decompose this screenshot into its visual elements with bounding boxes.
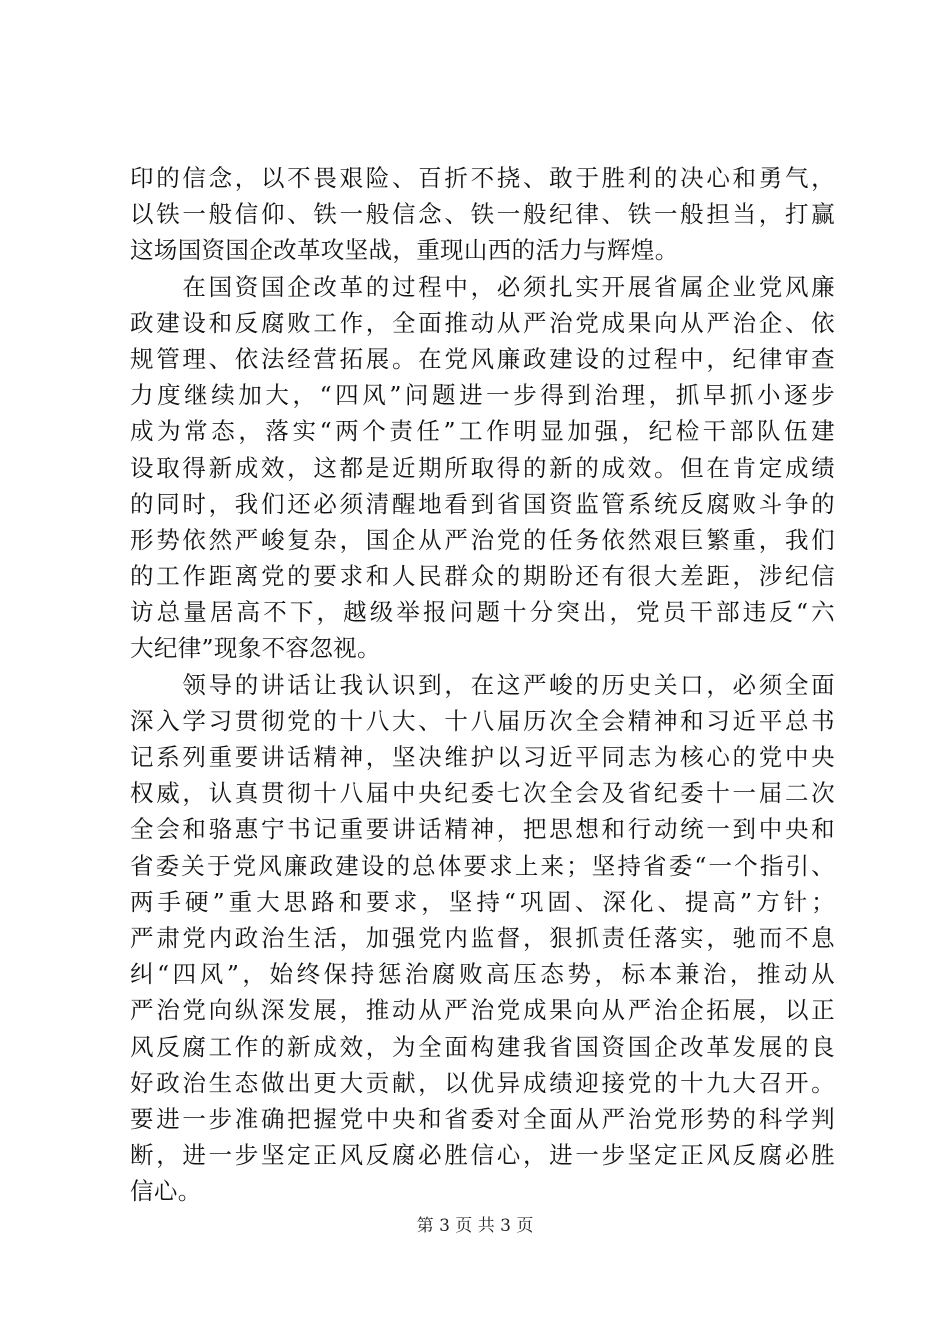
text-line: 的工作距离党的要求和人民群众的期盼还有很大差距，涉纪信 <box>130 562 835 591</box>
text-line: 的同时，我们还必须清醒地看到省国资监管系统反腐败斗争的 <box>130 489 835 518</box>
text-line: 规管理、依法经营拓展。在党风廉政建设的过程中，纪律审查 <box>130 344 835 373</box>
text-line: 纠“四风”，始终保持惩治腐败高压态势，标本兼治，推动从 <box>130 960 835 989</box>
text-line: 断，进一步坚定正风反腐必胜信心，进一步坚定正风反腐必胜 <box>130 1141 835 1170</box>
text-line: 严治党向纵深发展，推动从严治党成果向从严治企拓展，以正 <box>130 996 835 1025</box>
text-line: 设取得新成效，这都是近期所取得的新的成效。但在肯定成绩 <box>130 453 835 482</box>
text-line: 印的信念，以不畏艰险、百折不挠、敢于胜利的决心和勇气， <box>130 164 835 192</box>
text-line: 严肃党内政治生活，加强党内监督，狠抓责任落实，驰而不息 <box>130 923 835 952</box>
text-line: 在国资国企改革的过程中，必须扎实开展省属企业党风廉 <box>130 272 835 301</box>
text-line: 要进一步准确把握党中央和省委对全面从严治党形势的科学判 <box>130 1104 835 1133</box>
text-line: 深入学习贯彻党的十八大、十八届历次全会精神和习近平总书 <box>130 706 835 735</box>
text-line: 大纪律”现象不容忽视。 <box>130 634 381 663</box>
text-line: 成为常态，落实“两个责任”工作明显加强，纪检干部队伍建 <box>130 417 835 446</box>
text-line: 形势依然严峻复杂，国企从严治党的任务依然艰巨繁重，我们 <box>130 525 835 554</box>
text-line: 以铁一般信仰、铁一般信念、铁一般纪律、铁一般担当，打赢 <box>130 200 835 229</box>
text-line: 风反腐工作的新成效，为全面构建我省国资国企改革发展的良 <box>130 1032 835 1061</box>
text-line: 权威，认真贯彻十八届中央纪委七次全会及省纪委十一届二次 <box>130 779 835 808</box>
document-body <box>130 160 835 1209</box>
text-line: 访总量居高不下，越级举报问题十分突出，党员干部违反“六 <box>130 598 835 627</box>
text-line: 领导的讲话让我认识到，在这严峻的历史关口，必须全面 <box>130 670 835 699</box>
text-line: 信心。 <box>130 1177 202 1206</box>
page-number-footer: 第 3 页 共 3 页 <box>416 1216 534 1236</box>
text-line: 力度继续加大，“四风”问题进一步得到治理，抓早抓小逐步 <box>130 381 835 410</box>
text-line: 全会和骆惠宁书记重要讲话精神，把思想和行动统一到中央和 <box>130 815 835 844</box>
text-line: 政建设和反腐败工作，全面推动从严治党成果向从严治企、依 <box>130 308 835 337</box>
text-line: 好政治生态做出更大贡献，以优异成绩迎接党的十九大召开。 <box>130 1068 835 1097</box>
text-line: 省委关于党风廉政建设的总体要求上来；坚持省委“一个指引、 <box>130 851 835 880</box>
text-line: 两手硬”重大思路和要求，坚持“巩固、深化、提高”方针； <box>130 887 835 916</box>
text-line: 记系列重要讲话精神，坚决维护以习近平同志为核心的党中央 <box>130 743 835 771</box>
text-line: 这场国资国企改革攻坚战，重现山西的活力与辉煌。 <box>130 236 679 265</box>
